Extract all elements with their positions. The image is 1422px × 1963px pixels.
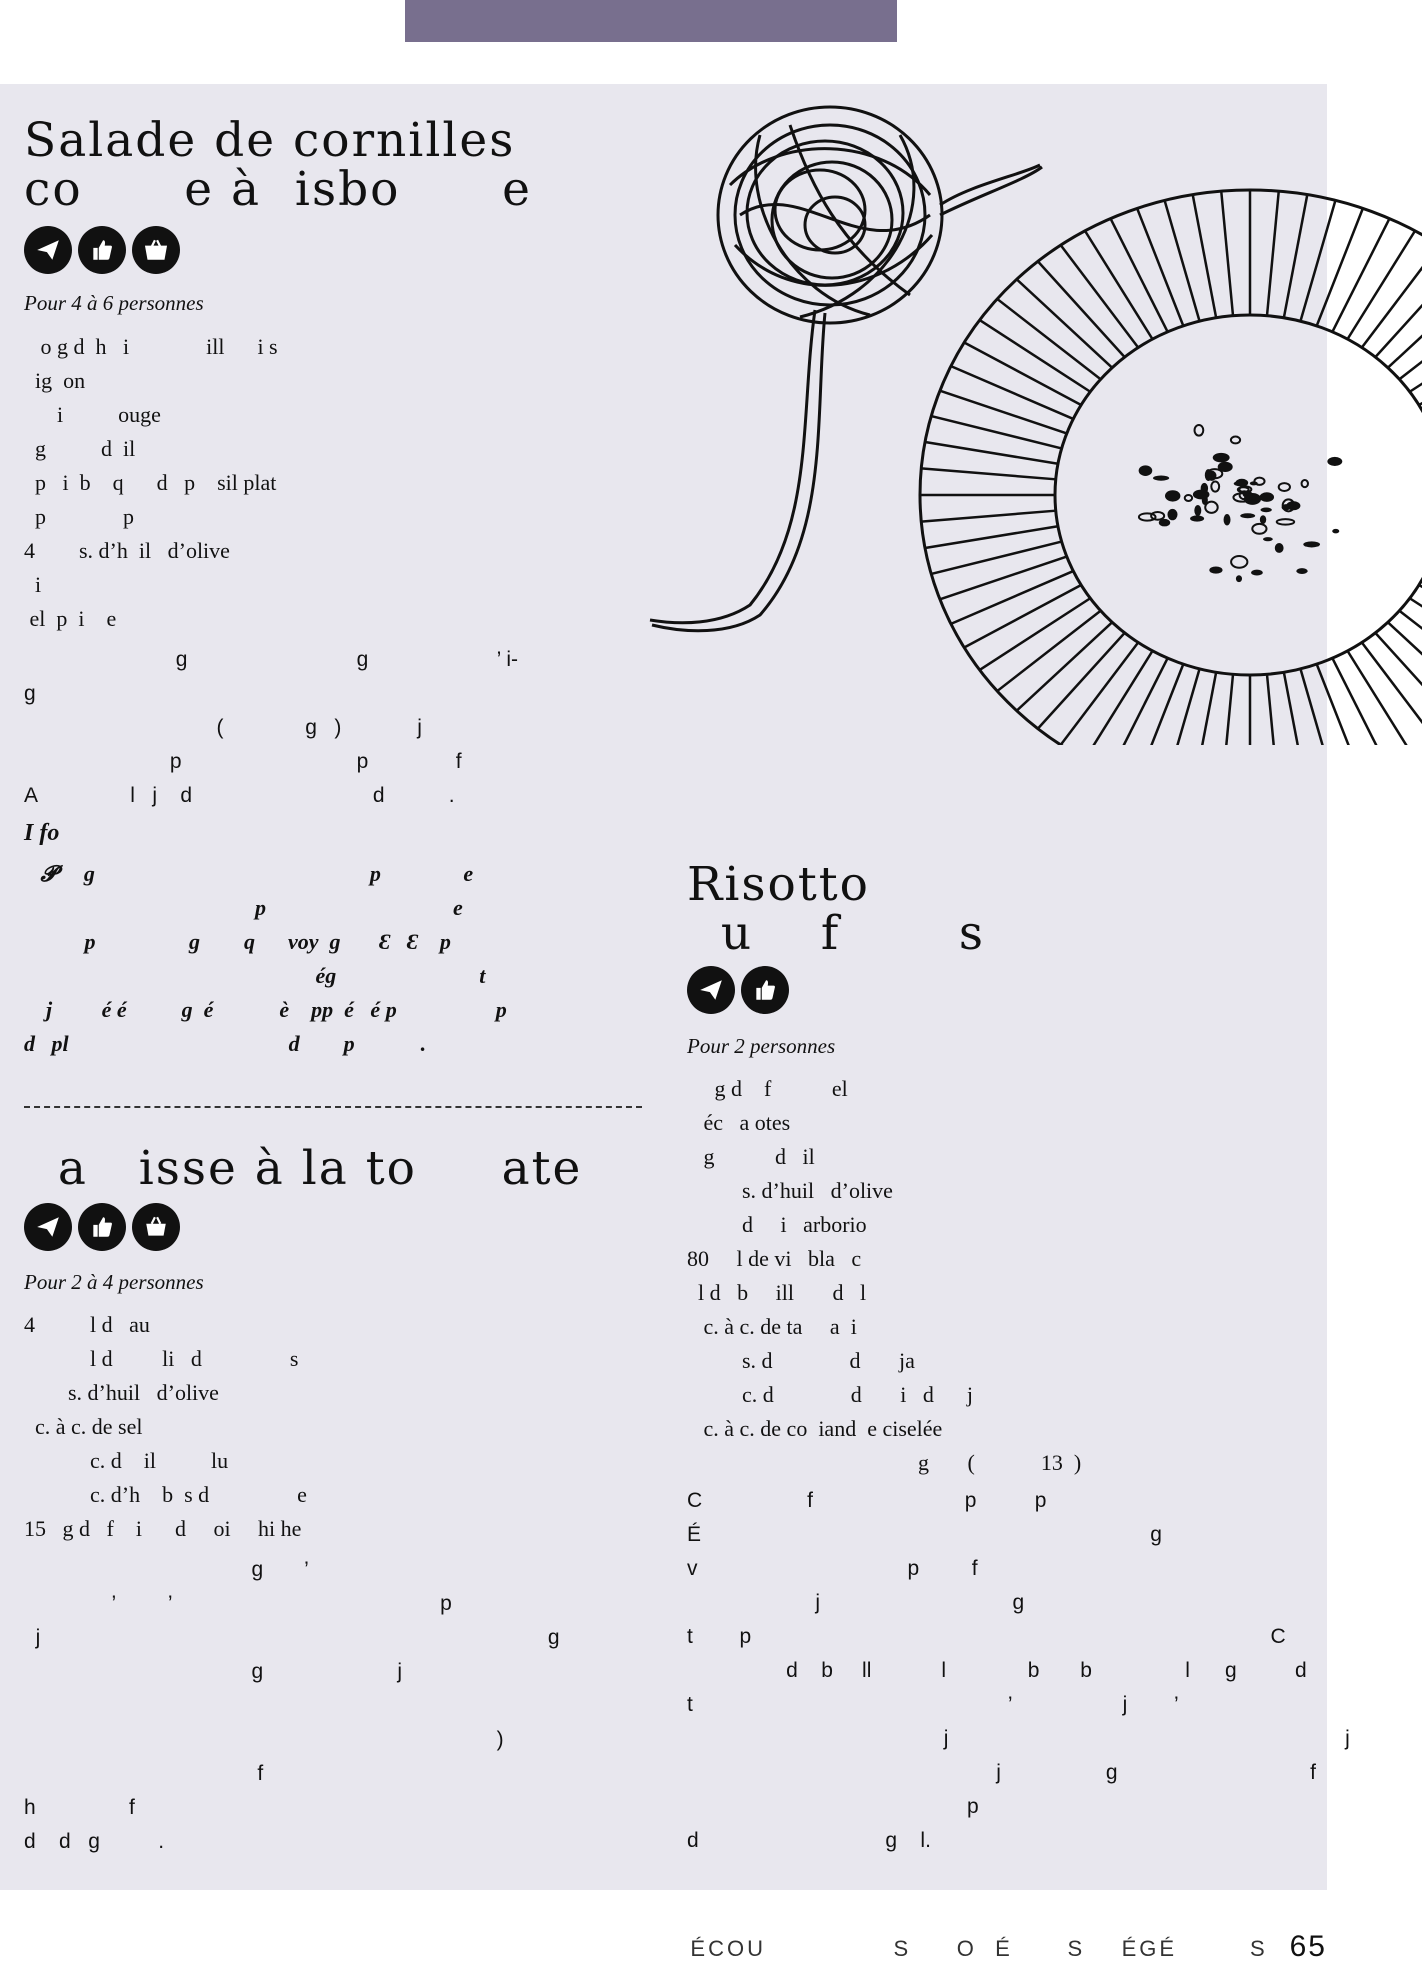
send-icon[interactable] bbox=[687, 966, 735, 1014]
basket-icon[interactable] bbox=[132, 226, 180, 274]
ingredient-item: c. d d i d j bbox=[687, 1382, 973, 1407]
info-title: I fo bbox=[24, 820, 60, 846]
method-line: g bbox=[24, 682, 36, 705]
ingredient-item: l d li d s bbox=[24, 1346, 299, 1371]
ingredient-item: g d il bbox=[687, 1144, 815, 1169]
method-text bbox=[24, 1553, 560, 1859]
ingredient-item: d i arborio bbox=[687, 1212, 867, 1237]
ingredient-item: p i b q d p sil plat bbox=[24, 470, 277, 495]
recipe-icons bbox=[24, 226, 180, 274]
method-line: A l j d d . bbox=[24, 784, 455, 807]
recipe-title bbox=[687, 857, 986, 961]
recipe-title bbox=[24, 113, 532, 217]
ingredient-item: 4 s. d’h il d’olive bbox=[24, 538, 230, 563]
basket-icon[interactable] bbox=[132, 1203, 180, 1251]
ingredient-item: c. à c. de co iand e ciselée bbox=[687, 1416, 943, 1441]
page-number: 65 bbox=[1289, 1930, 1327, 1963]
ingredient-item: ig on bbox=[24, 368, 86, 393]
ingredient-item: o g d h i ill i s bbox=[24, 334, 278, 359]
ingredient-list bbox=[687, 1072, 1081, 1480]
method-line: g ’ bbox=[24, 1558, 309, 1581]
info-line: ég t bbox=[24, 963, 486, 988]
ingredient-item: p p bbox=[24, 504, 134, 529]
method-line: j g f bbox=[687, 1761, 1316, 1784]
footer-running-title: ÉCOU S O É S ÉGÉ S bbox=[690, 1936, 1268, 1961]
info-line: 𝓟 g p e bbox=[24, 861, 474, 886]
method-line bbox=[24, 1689, 560, 1723]
info-line: p g q voy g Ɛ Ɛ p bbox=[24, 929, 451, 954]
ingredient-item: c. à c. de ta a i bbox=[687, 1314, 857, 1339]
top-color-bar bbox=[405, 0, 897, 42]
method-line: d d g . bbox=[24, 1830, 165, 1853]
ingredient-item: s. d’huil d’olive bbox=[687, 1178, 893, 1203]
method-text bbox=[24, 643, 518, 813]
method-line: j j bbox=[687, 1727, 1350, 1750]
serves-label: Pour 2 personnes bbox=[687, 1034, 836, 1058]
recipe-title-line: u f s bbox=[687, 906, 986, 961]
info-line: d pl d p . bbox=[24, 1031, 427, 1056]
ingredient-item: s. d’huil d’olive bbox=[24, 1380, 219, 1405]
ingredient-item: 4 l d au bbox=[24, 1312, 150, 1337]
section-divider bbox=[24, 1106, 642, 1108]
serves-label: Pour 4 à 6 personnes bbox=[24, 291, 204, 315]
info-line: j é é g é è pp é é p p bbox=[24, 997, 507, 1022]
method-line: d b ll l b b l g d bbox=[687, 1659, 1307, 1682]
ingredient-list bbox=[24, 1308, 307, 1546]
ingredient-item: g d f el bbox=[687, 1076, 848, 1101]
ingredient-list bbox=[24, 330, 278, 636]
ingredient-item: 15 g d f i d oi hi he bbox=[24, 1516, 302, 1541]
serves-label: Pour 2 à 4 personnes bbox=[24, 1270, 204, 1294]
recipe-icons bbox=[24, 1203, 180, 1251]
method-line: g g ’ i- bbox=[24, 648, 518, 671]
ingredient-item: el p i e bbox=[24, 606, 117, 631]
send-icon[interactable] bbox=[24, 226, 72, 274]
ingredient-item: l d b ill d l bbox=[687, 1280, 867, 1305]
method-line: ) bbox=[24, 1728, 504, 1751]
ingredient-item: c. d il lu bbox=[24, 1448, 229, 1473]
method-line: p p f bbox=[24, 750, 462, 773]
ingredient-item: éc a otes bbox=[687, 1110, 791, 1135]
method-line: t ’ j ’ bbox=[687, 1693, 1179, 1716]
method-line: ’ ’ p bbox=[24, 1592, 452, 1615]
method-line: j g bbox=[687, 1591, 1025, 1614]
ingredient-item: g d il bbox=[24, 436, 136, 461]
ingredient-item: i bbox=[24, 572, 42, 597]
recipe-title: a isse à la to ate bbox=[24, 1141, 583, 1196]
method-line: v p f bbox=[687, 1557, 978, 1580]
thumbs-up-icon[interactable] bbox=[741, 966, 789, 1014]
method-line: p bbox=[687, 1795, 979, 1818]
method-line: g j bbox=[24, 1660, 403, 1683]
info-body bbox=[24, 857, 507, 1061]
ingredient-item: 80 l de vi bla c bbox=[687, 1246, 862, 1271]
send-icon[interactable] bbox=[24, 1203, 72, 1251]
ingredient-item: c. d’h b s d e bbox=[24, 1482, 307, 1507]
recipe-icons bbox=[687, 966, 789, 1014]
ingredient-item: c. à c. de sel bbox=[24, 1414, 143, 1439]
info-line: p e bbox=[24, 895, 463, 920]
method-line: j g bbox=[24, 1626, 560, 1649]
method-line: f bbox=[24, 1762, 264, 1785]
recipe-title-line: Salade de cornilles bbox=[24, 113, 516, 168]
method-text bbox=[687, 1484, 1350, 1858]
bowl-icon bbox=[920, 190, 1422, 745]
method-line: C f p p bbox=[687, 1489, 1047, 1512]
method-line: t p C bbox=[687, 1625, 1286, 1648]
thumbs-up-icon[interactable] bbox=[78, 1203, 126, 1251]
method-line: h f bbox=[24, 1796, 135, 1819]
method-line: ( g ) j bbox=[24, 716, 422, 739]
recipe-title-line: Risotto bbox=[687, 857, 870, 912]
pasta-bowl-illustration bbox=[640, 95, 1422, 745]
recipe-title-line: co e à isbo e bbox=[24, 162, 532, 217]
ingredient-item: s. d d ja bbox=[687, 1348, 915, 1373]
method-line: d g l. bbox=[687, 1829, 931, 1852]
page-footer bbox=[690, 1930, 1327, 1963]
ingredient-item: g ( 13 ) bbox=[687, 1450, 1082, 1475]
ingredient-item: i ouge bbox=[24, 402, 161, 427]
thumbs-up-icon[interactable] bbox=[78, 226, 126, 274]
pasta-nest-icon bbox=[650, 107, 1042, 631]
method-line: É g bbox=[687, 1523, 1162, 1546]
